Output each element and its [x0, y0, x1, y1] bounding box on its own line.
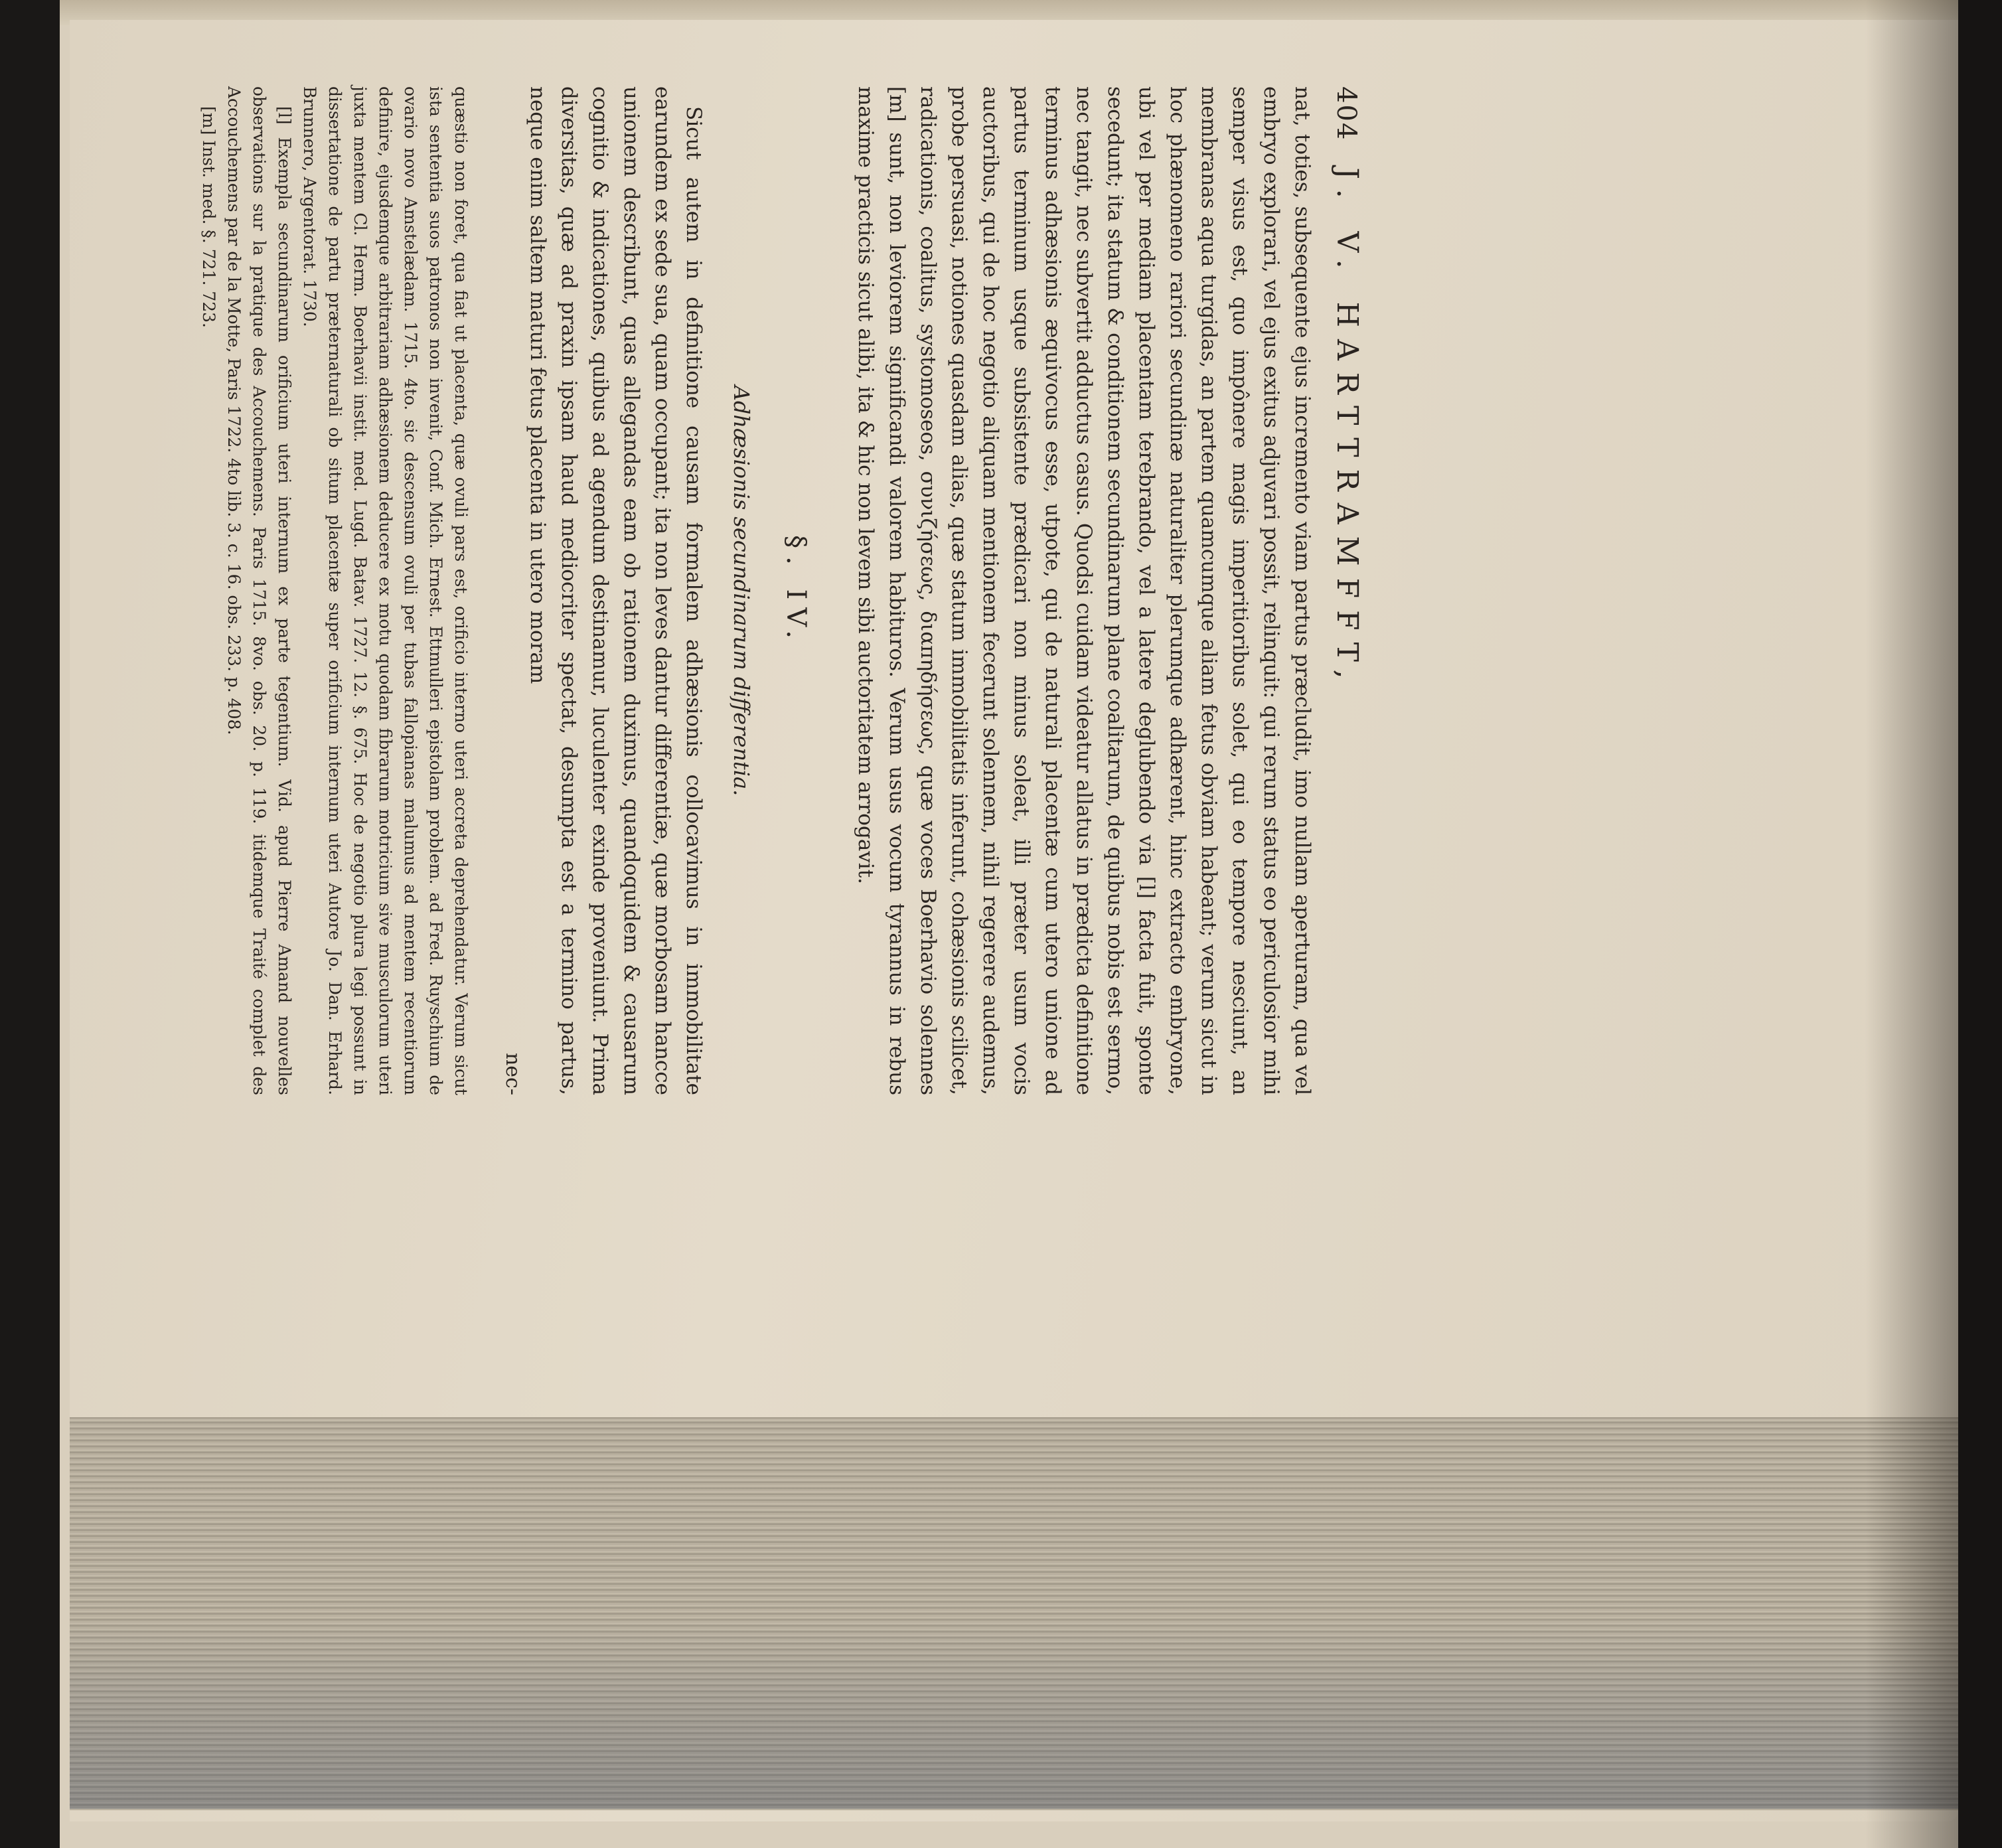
footnotes [196, 86, 473, 1095]
footnote-l: [l] Exempla secundinarum orificium uteri internum ex parte tegentium. Vid. apud Pierre Amand nouvelles observations sur la pratique des Accouchemens. Paris 1715. 8vo. obs. 20. p. 119. itidemque Traité complet des Accouchemens par de la Motte, Paris 1722. 4to lib. 3. c. 16. obs. 233. p. 408. [224, 86, 294, 1095]
book-cover-right [1958, 0, 2002, 1848]
section-title: Adhæsionis secundinarum differentia. [729, 385, 754, 797]
catchword: nec- [501, 1052, 524, 1095]
running-header [1318, 86, 1364, 1095]
page-edge-shadow [70, 1620, 1958, 1809]
footnote-continuation: quæstio non foret, qua fiat ut placenta, quæ ovuli pars est, orificio interno uteri accreta deprehendatur. Verum sicut ista sententia suos patronos non invenit, Conf. Mich. Ernest. Ettmulleri epistolam problem. ad Fred. Ruyschium de ovario novo Amstelædam. 1715. 4to. sic descensum ovuli per tubas fallopianas malumus ad mentem recentiorum definire, ejusdemque arbitrariam adhæsionem deducere ex motu quodam fibrarum motricium sive musculorum uteri juxta mentem Cl. Herm. Boerhavii instit. med. Lugd. Batav. 1727. 12. §. 675. Hoc de negotio plura legi possunt in dissertatione de partu præternaturali ob situm placentæ super orificium internum uteri Autore Jo. Dan. Erhard. Brunnero, Argentorat. 1730. [300, 86, 471, 1095]
book-cover-left [0, 0, 60, 1848]
page-number: 404 [1331, 86, 1361, 141]
body-paragraph-2: Sicut autem in definitione causam formalem adhæsionis collocavimus in immobilitate earundem ex sede sua, quam occupant; ita non leves dantur differentiæ, quæ morbosam hancce unionem describunt, quas allegandas eam ob rationem duximus, quandoquidem & causarum cognitio & indicationes, quibus ad agendum destinamur, luculenter exinde proveniunt. Prima diversitas, quæ ad praxin ipsam haud mediocriter spectat, desumpta est a termino partus, neque enim saltem maturi fetus placenta in utero moram [526, 86, 706, 1095]
book-gutter-shadow [1865, 0, 1958, 1848]
running-head-title: J. V. HARTTRAMFFT, [1330, 167, 1364, 691]
section-mark: §. IV. [781, 535, 811, 647]
body-paragraph-1: nat, toties, subsequente ejus incremento viam partus præcludit, imo nullam aperturam, qua vel embryo explorari, vel ejus exitus adjuvari possit, relinquit: qui rerum status eo periculosior mihi semper visus est, quo impônere magis imperitioribus solet, qui eo tempore nesciunt, an membranas aqua turgidas, an partem quamcumque aliam fetus obviam habeant; verum sicut in hoc phænomeno rariori secundinæ naturaliter plerumque adhærent, hinc extracto embryone, ubi vel per mediam placentam terebrando, vel a latere deglubendo via [l] facta fuit, sponte secedunt; ita statum & conditionem secundinarum plane coalitarum, de quibus nobis est sermo, nec tangit, nec subvertit adductus casus. Quodsi cuidam videatur allatus in prædicta definitione terminus adhæsionis æquivocus esse, utpote, qui de naturali placentæ cum utero unione ad partus terminum usque subsistente prædicari non minus soleat, illi præter usum vocis auctoribus, qui de hoc negotio aliquam mentionem fecerunt solennem, nihil regerere audemus, probe persuasi, notiones quasdam alias, quæ statum immobilitatis inferunt, cohæsionis scilicet, radicationis, coalitus, systomoseos, συνιζήσεως, διαπηδήσεως, quæ voces Boerhavio solennes [m] sunt, non leviorem significandi valorem habituros. Verum usus vocum tyrannus in rebus maxime practicis sicut alibi, ita & hic non levem sibi auctoritatem arrogavit. [854, 86, 1314, 1095]
footnote-m: [m] Inst. med. §. 721. 723. [199, 106, 218, 328]
rotated-text-block [183, 86, 1364, 1095]
